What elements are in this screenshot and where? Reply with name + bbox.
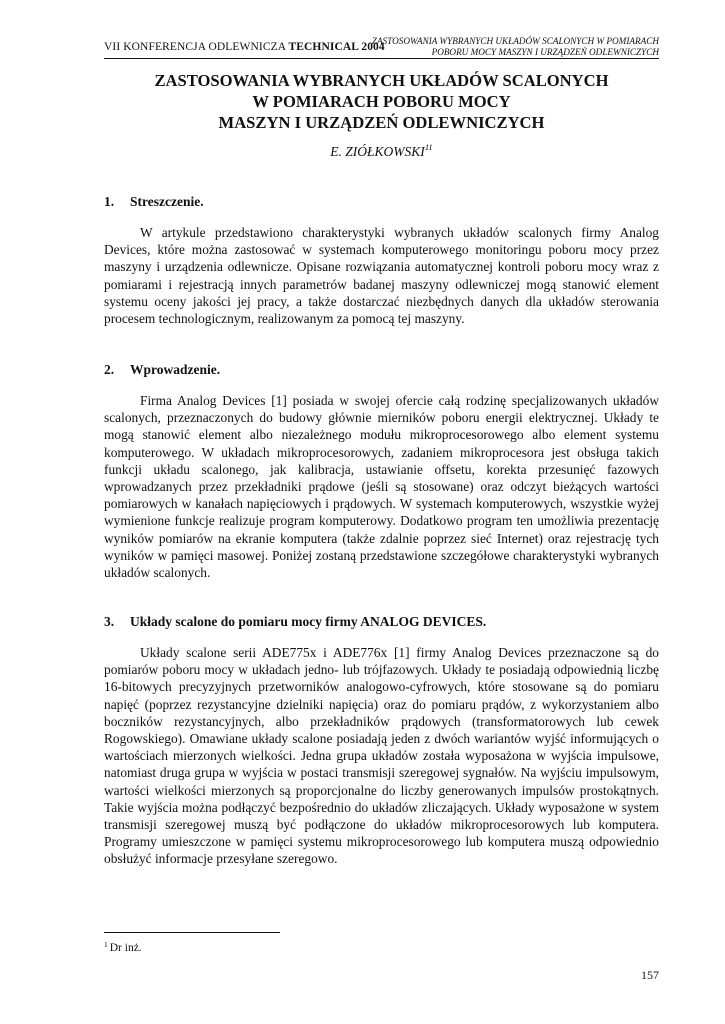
title-line3: MASZYN I URZĄDZEŃ ODLEWNICZYCH bbox=[218, 113, 545, 132]
section-paragraph: Układy scalone serii ADE775x i ADE776x [1] firmy Analog Devices przeznaczone są do pomiarów poboru mocy w układach jedno- lub trójfazowych. Układy te posiadają odpowiednią liczbę 16-bitowych precyzyjnych przetworników analogowo-cyfrowych, które stosowane są do pomiaru napięć (poprzez rezystancyjne dzielniki napięcia) oraz do pomiaru prądów, z wykorzystaniem albo boczników rezystancyjnych, albo przekładników prądowych (transformatorowych lub cewek Rogowskiego). Omawiane układy scalone posiadają jeden z dwóch wariantów wyjść informujących o wartościach mierzonych wielkości. Jedna grupa układów została wyposażona w wyjścia impulsowe, natomiast druga grupa w wyjścia w postaci transmisji szeregowej sygnałów. Na wyjściu impulsowym, wartości wielkości mierzonych są proporcjonalne do liczby generowanych impulsów prostokątnych. Takie wyjścia można podłączyć bezpośrednio do układów zliczających. Układy wyposażone w system transmisji szeregowej muszą być podłączone do układów mikroprocesorowych lub komputera. Programy umieszczone w pamięci systemu mikroprocesorowego lub komputera muszą odpowiednio obsłużyć informacje przesyłane szeregowo. bbox=[104, 645, 659, 867]
paper-title bbox=[104, 70, 659, 133]
section-title: Układy scalone do pomiaru mocy firmy ANALOG DEVICES. bbox=[130, 614, 487, 629]
author bbox=[104, 142, 659, 160]
section-analog-devices bbox=[104, 613, 659, 868]
footnote-mark: 1 bbox=[104, 940, 108, 949]
section-abstract bbox=[104, 193, 659, 327]
conference-name: TECHNICAL 2004 bbox=[288, 41, 385, 53]
conference-prefix: VII KONFERENCJA ODLEWNICZA bbox=[104, 41, 289, 53]
footnote bbox=[104, 940, 142, 954]
section-heading bbox=[104, 361, 659, 378]
section-introduction bbox=[104, 361, 659, 581]
section-heading bbox=[104, 193, 659, 210]
footnote-rule bbox=[104, 932, 280, 933]
running-title-line1: ZASTOSOWANIA WYBRANYCH UKŁADÓW SCALONYCH W POMIARACH bbox=[371, 36, 659, 46]
footnote-text: Dr inż. bbox=[109, 942, 142, 954]
section-title: Wprowadzenie. bbox=[130, 362, 221, 377]
author-footnote-mark: 11 bbox=[424, 142, 433, 152]
page-number: 157 bbox=[641, 968, 659, 982]
title-line1: ZASTOSOWANIA WYBRANYCH UKŁADÓW SCALONYCH bbox=[154, 71, 609, 90]
header-rule bbox=[104, 58, 659, 59]
section-paragraph: W artykule przedstawiono charakterystyki wybranych układów scalonych firmy Analog Devices, które można zastosować w systemach komputerowego monitoringu poboru mocy przez maszyny i urządzenia odlewnicze. Opisane rozwiązania automatycznej kontroli poboru mocy wraz z pomiarami i rejestracją innych parametrów badanej maszyny odlewniczej mogą stanowić element systemu oceny jakości jej pracy, a także dostarczać niezbędnych danych dla układów sterowania procesem technologicznym, realizowanym za pomocą tej maszyny. bbox=[104, 225, 659, 327]
author-name: E. ZIÓŁKOWSKI bbox=[330, 144, 425, 159]
section-number: 2. bbox=[104, 362, 115, 377]
running-title-line2: POBORU MOCY MASZYN I URZĄDZEŃ ODLEWNICZYCH bbox=[431, 47, 659, 57]
section-paragraph: Firma Analog Devices [1] posiada w swojej ofercie całą rodzinę specjalizowanych układów scalonych, przeznaczonych do budowy głównie mierników poboru energii elektrycznej. Układy te mogą stanowić element albo niezależnego modułu mikroprocesorowego albo element systemu komputerowego. W układach mikroprocesorowych, zadaniem mikroprocesora jest obsługa takich funkcji układu scalonego, jak kalibracja, ustawianie offsetu, korekta przesunięć fazowych wprowadzanych przez przekładniki prądowe (jeśli są stosowane) oraz odczyt bieżących wartości pomiarowych w kanałach napięciowych i prądowych. W systemach komputerowych, wszystkie wyżej wymienione funkcje realizuje program komputerowy. Dodatkowo program ten umożliwia prezentację wyników pomiarów na ekranie komputera (także zdalnie poprzez sieć Internet) oraz rejestrację tych wyników w pamięci masowej. Poniżej zostaną przedstawione szczegółowe charakterystyki wybranych układów scalonych. bbox=[104, 393, 659, 581]
title-line2: W POMIARACH POBORU MOCY bbox=[252, 92, 511, 111]
section-number: 1. bbox=[104, 194, 115, 209]
section-heading bbox=[104, 613, 659, 630]
running-header-title bbox=[369, 36, 659, 58]
section-title: Streszczenie. bbox=[130, 194, 204, 209]
section-number: 3. bbox=[104, 614, 115, 629]
running-header-conference bbox=[104, 41, 385, 53]
